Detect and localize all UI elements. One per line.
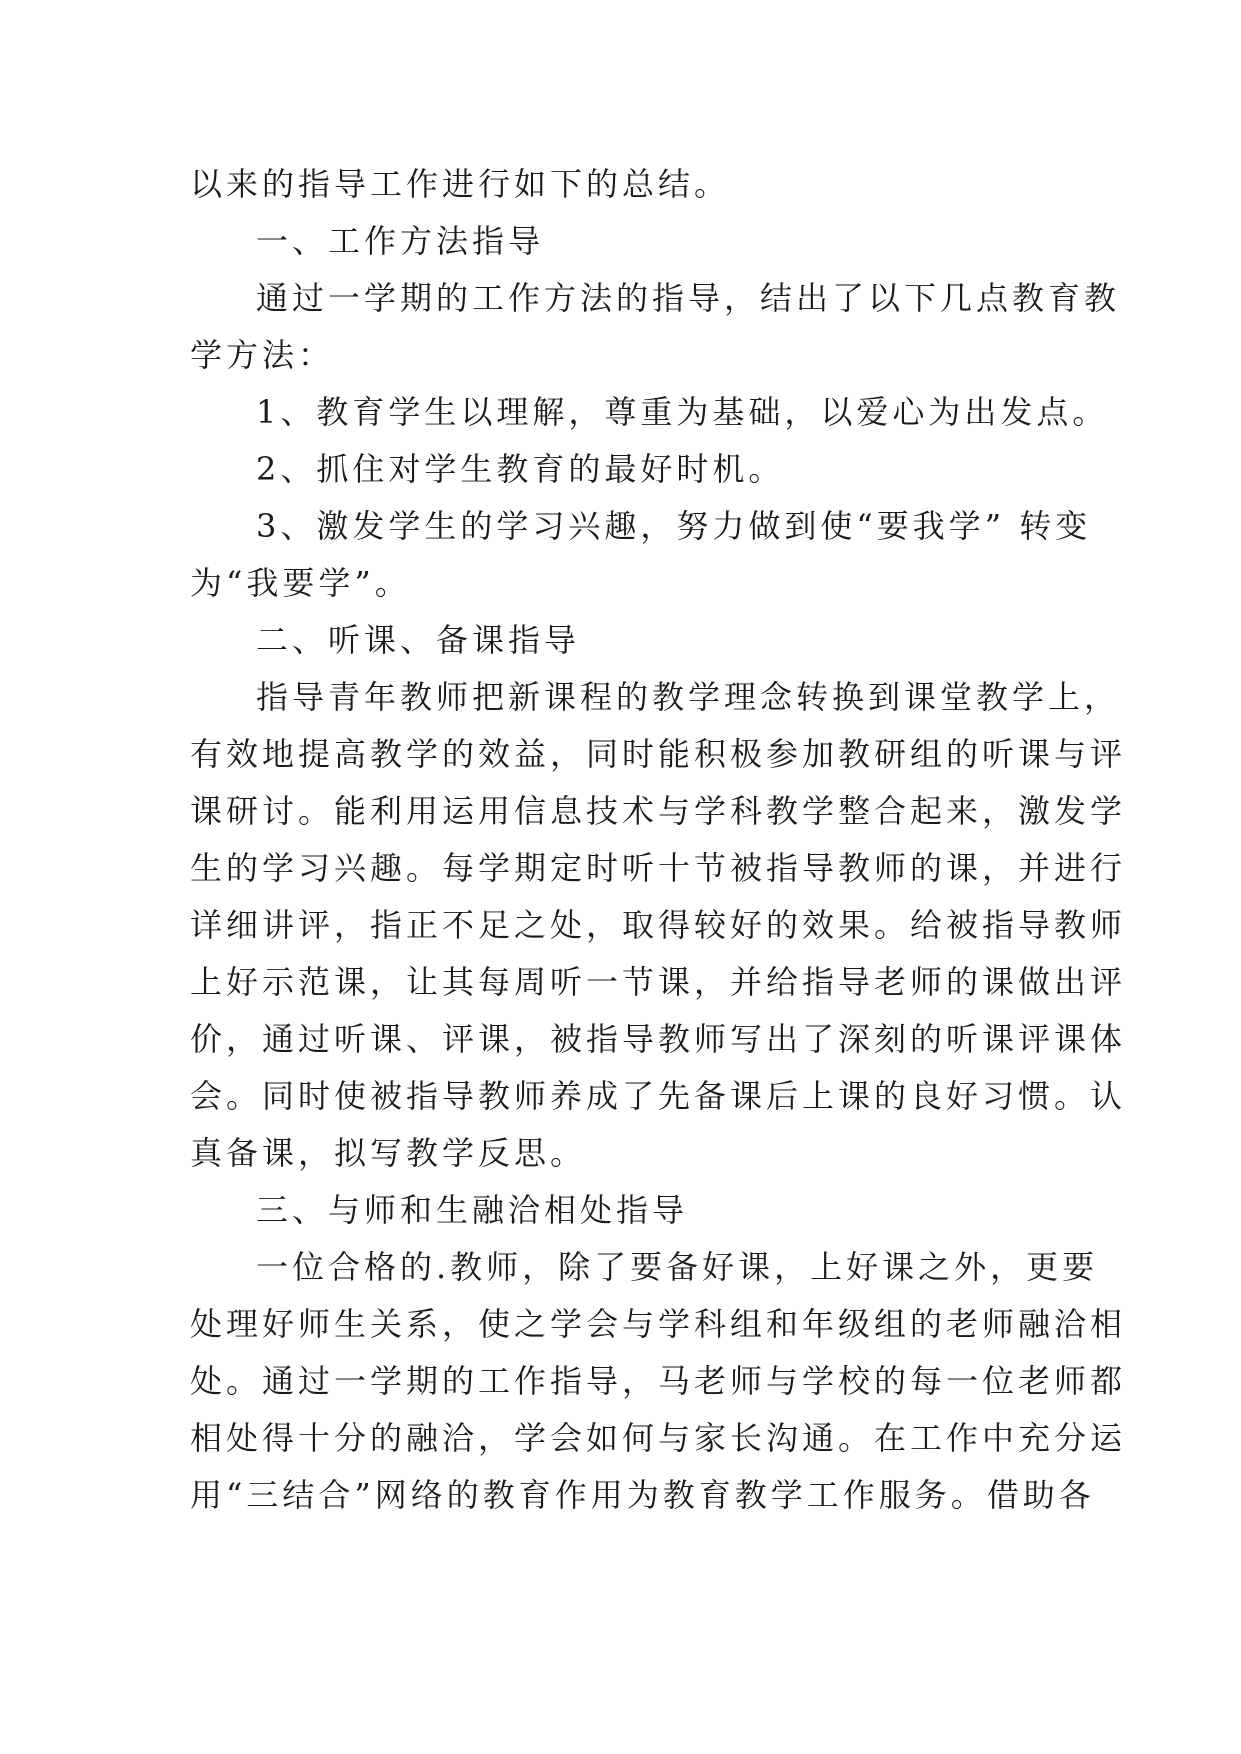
list-item-1: 1、教育学生以理解，尊重为基础，以爱心为出发点。 xyxy=(256,393,1109,431)
text-line: 相处得十分的融洽，学会如何与家长沟通。在工作中充分运 xyxy=(190,1419,1127,1457)
text-line: 为“我要学”。 xyxy=(190,564,411,602)
text-line: 用“三结合”网络的教育作用为教育教学工作服务。借助各 xyxy=(190,1476,1095,1514)
text-line: 课研讨。能利用运用信息技术与学科教学整合起来，激发学 xyxy=(190,792,1127,830)
text-line: 上好示范课，让其每周听一节课，并给指导老师的课做出评 xyxy=(190,963,1127,1001)
text-line: 处理好师生关系，使之学会与学科组和年级组的老师融洽相 xyxy=(190,1305,1127,1343)
text-line: 生的学习兴趣。每学期定时听十节被指导教师的课，并进行 xyxy=(190,849,1127,887)
text-line: 以来的指导工作进行如下的总结。 xyxy=(190,165,731,203)
text-line: 一位合格的.教师，除了要备好课，上好课之外，更要 xyxy=(256,1248,1099,1286)
section-heading-1: 一、工作方法指导 xyxy=(256,222,545,260)
section-heading-3: 三、与师和生融洽相处指导 xyxy=(256,1191,689,1229)
text-line: 会。同时使被指导教师养成了先备课后上课的良好习惯。认 xyxy=(190,1077,1127,1115)
section-heading-2: 二、听课、备课指导 xyxy=(256,621,581,659)
text-line: 学方法： xyxy=(190,336,335,374)
text-line: 处。通过一学期的工作指导，马老师与学校的每一位老师都 xyxy=(190,1362,1127,1400)
list-item-3: 3、激发学生的学习兴趣，努力做到使“要我学” 转变 xyxy=(256,507,1092,545)
text-line: 通过一学期的工作方法的指导，结出了以下几点教育教 xyxy=(256,279,1121,317)
text-line: 指导青年教师把新课程的教学理念转换到课堂教学上， xyxy=(256,678,1121,716)
text-line: 有效地提高教学的效益，同时能积极参加教研组的听课与评 xyxy=(190,735,1127,773)
text-line: 详细讲评，指正不足之处，取得较好的效果。给被指导教师 xyxy=(190,906,1127,944)
text-line: 价，通过听课、评课，被指导教师写出了深刻的听课评课体 xyxy=(190,1020,1127,1058)
text-line: 真备课，拟写教学反思。 xyxy=(190,1134,587,1172)
list-item-2: 2、抓住对学生教育的最好时机。 xyxy=(256,450,785,488)
